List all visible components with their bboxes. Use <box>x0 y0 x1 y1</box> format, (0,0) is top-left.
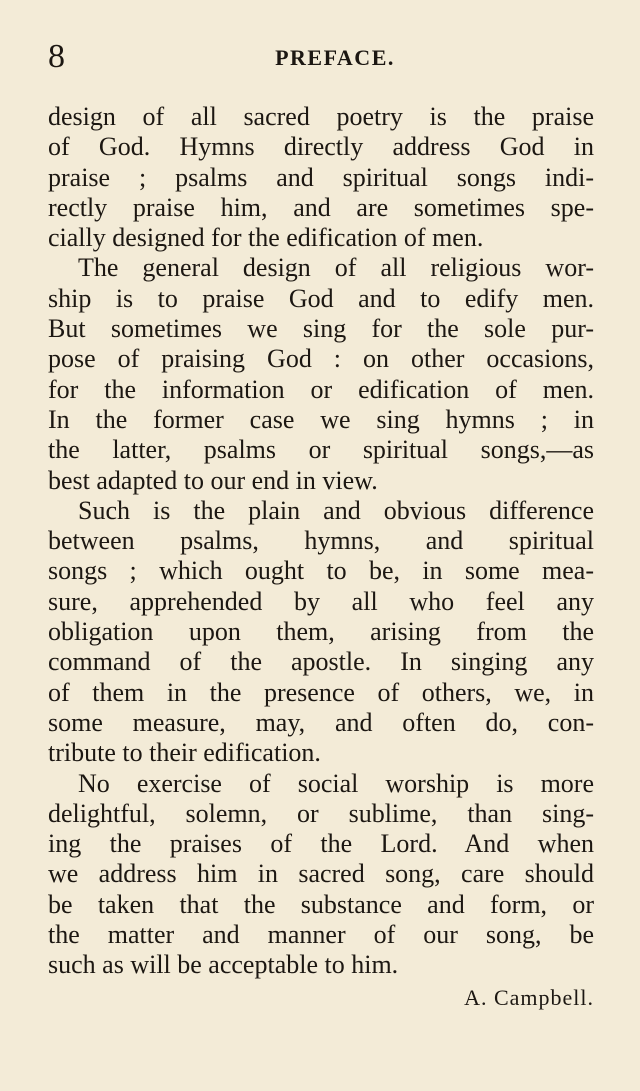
page-number: 8 <box>48 38 65 75</box>
author-signature: A. Campbell. <box>464 984 594 1010</box>
text-line: command of the apostle. In singing any <box>48 647 594 677</box>
text-line: the latter, psalms or spiritual songs,—as <box>48 435 594 465</box>
text-line: such as will be acceptable to him. <box>48 950 399 980</box>
text-line: we address him in sacred song, care should <box>48 859 594 889</box>
text-line: No exercise of social worship is more <box>78 768 594 798</box>
text-line: design of all sacred poetry is the praise <box>48 102 594 131</box>
text-line: for the information or edification of men. <box>48 374 594 404</box>
text-line: praise ; psalms and spiritual songs indi- <box>48 162 594 192</box>
text-line: cially designed for the edification of men. <box>48 223 484 253</box>
text-line: between psalms, hymns, and spiritual <box>48 526 594 556</box>
preface-body <box>48 102 594 981</box>
text-line: Such is the plain and obvious difference <box>78 495 594 525</box>
text-line: songs ; which ought to be, in some mea- <box>48 556 594 586</box>
text-line: ship is to praise God and to edify men. <box>48 283 594 313</box>
text-line: best adapted to our end in view. <box>48 465 378 495</box>
text-line: of them in the presence of others, we, in <box>48 677 594 707</box>
text-line: be taken that the substance and form, or <box>48 889 594 919</box>
text-line: rectly praise him, and are sometimes spe- <box>48 192 594 222</box>
text-line: The general design of all religious wor- <box>78 253 594 283</box>
text-line: of God. Hymns directly address God in <box>48 132 594 162</box>
text-line: ing the praises of the Lord. And when <box>48 829 594 859</box>
signature-block <box>48 983 594 1013</box>
text-line: sure, apprehended by all who feel any <box>48 586 594 616</box>
text-line: delightful, solemn, or sublime, than sing- <box>48 798 594 828</box>
text-line: tribute to their edification. <box>48 738 321 768</box>
text-line: pose of praising God : on other occasions, <box>48 344 594 374</box>
page-header-title: PREFACE. <box>275 45 395 70</box>
text-line: some measure, may, and often do, con- <box>48 707 594 737</box>
text-line: obligation upon them, arising from the <box>48 617 594 647</box>
text-line: But sometimes we sing for the sole pur- <box>48 314 594 344</box>
text-line: In the former case we sing hymns ; in <box>48 404 594 434</box>
text-line: the matter and manner of our song, be <box>48 920 594 950</box>
running-head <box>48 40 594 82</box>
